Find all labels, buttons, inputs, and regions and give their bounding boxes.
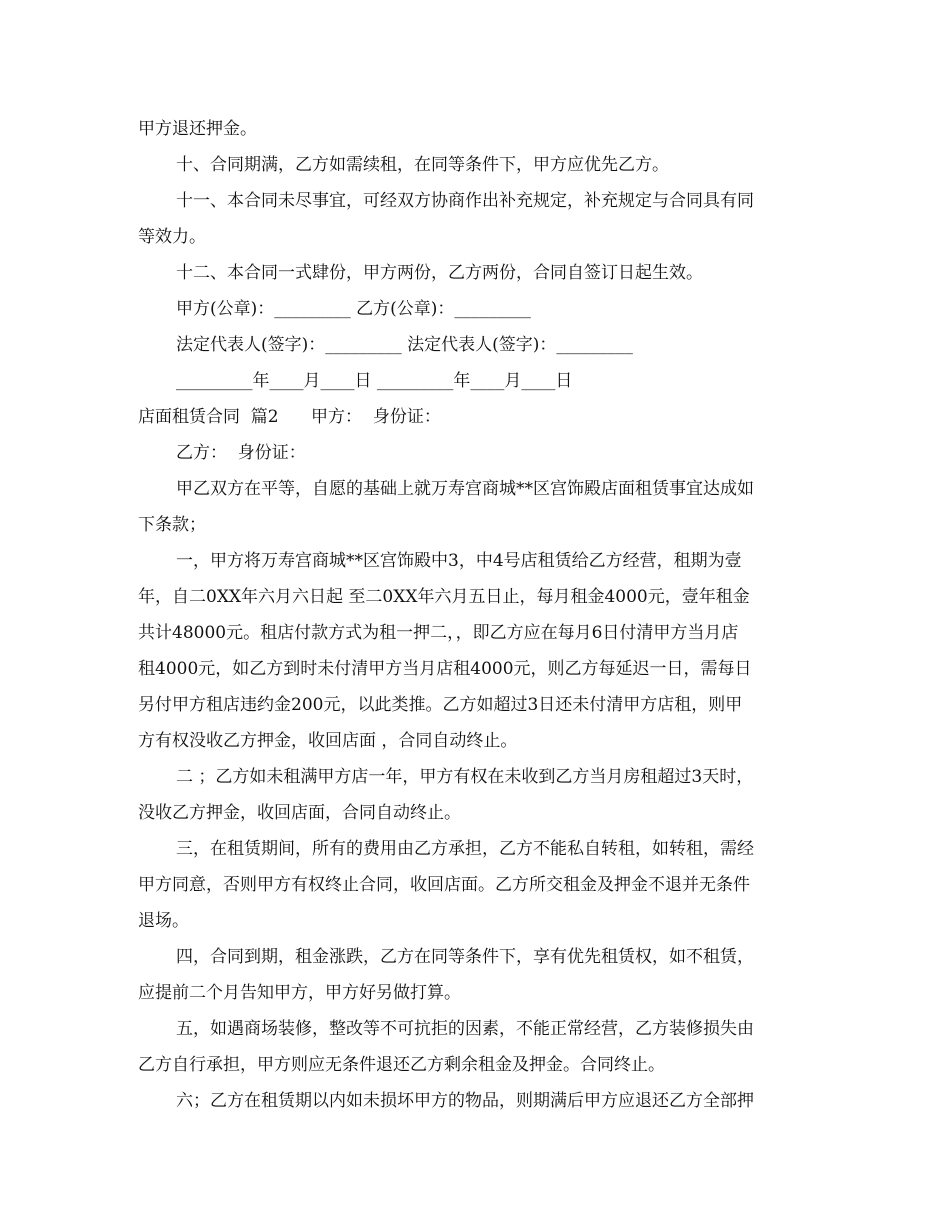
- clause-4: 四，合同到期，租金涨跌，乙方在同等条件下，享有优先租赁权，如不租赁，: [176, 947, 754, 967]
- seal-line: 甲方(公章)：_________ 乙方(公章)：_________: [176, 299, 531, 319]
- text-line: 等效力。: [138, 227, 206, 247]
- text-line: 没收乙方押金，收回店面，合同自动终止。: [138, 803, 461, 823]
- text-line: 租4000元，如乙方到时未付清甲方当月店租4000元，则乙方每延迟一日，需每日: [138, 659, 752, 679]
- clause-11: 十一、本合同未尽事宜，可经双方协商作出补充规定，补充规定与合同具有同: [176, 191, 754, 211]
- clause-6: 六；乙方在租赁期以内如未损坏甲方的物品，则期满后甲方应退还乙方全部押: [176, 1091, 754, 1111]
- section-heading: 店面租赁合同 篇2 甲方： 身份证：: [138, 407, 441, 427]
- clause-2: 二 ；乙方如未租满甲方店一年，甲方有权在未收到乙方当月房租超过3天时，: [176, 767, 754, 787]
- text-line: 甲方同意，否则甲方有权终止合同，收回店面。乙方所交租金及押金不退并无条件: [138, 875, 750, 895]
- text-line: 乙方自行承担，甲方则应无条件退还乙方剩余租金及押金。合同终止。: [138, 1055, 665, 1075]
- text-line: 方有权没收乙方押金，收回店面 ，合同自动终止。: [138, 731, 518, 751]
- text-line: 共计48000元。租店付款方式为租一押二，，即乙方应在每月6日付清甲方当月店: [138, 623, 739, 643]
- clause-1: 一，甲方将万寿宫商城**区宫饰殿中3，中4号店租赁给乙方经营，租期为壹: [176, 551, 742, 571]
- text-line: 另付甲方租店违约金200元，以此类推。乙方如超过3日还未付清甲方店租，则甲: [138, 695, 743, 715]
- signature-line: 法定代表人(签字)：_________ 法定代表人(签字)：_________: [176, 335, 633, 355]
- preamble: 甲乙双方在平等，自愿的基础上就万寿宫商城**区宫饰殿店面租赁事宜达成如: [176, 479, 754, 499]
- text-line: 下条款；: [138, 515, 206, 535]
- clause-12: 十二、本合同一式肆份，甲方两份，乙方两份，合同自签订日起生效。: [176, 263, 703, 283]
- text-line: 甲方退还押金。: [138, 119, 257, 139]
- clause-10: 十、合同期满，乙方如需续租，在同等条件下，甲方应优先乙方。: [176, 155, 669, 175]
- clause-5: 五，如遇商场装修，整改等不可抗拒的因素，不能正常经营，乙方装修损失由: [176, 1019, 754, 1039]
- text-line: 年，自二0XX年六月六日起 至二0XX年六月五日止，每月租金4000元，壹年租金: [138, 587, 750, 607]
- clause-3: 三，在租赁期间，所有的费用由乙方承担，乙方不能私自转租，如转租，需经: [176, 839, 754, 859]
- date-line: _________年____月____日 _________年____月____日: [176, 371, 573, 391]
- party-b-line: 乙方： 身份证：: [176, 443, 306, 463]
- text-line: 退场。: [138, 911, 189, 931]
- text-line: 应提前二个月告知甲方，甲方好另做打算。: [138, 983, 461, 1003]
